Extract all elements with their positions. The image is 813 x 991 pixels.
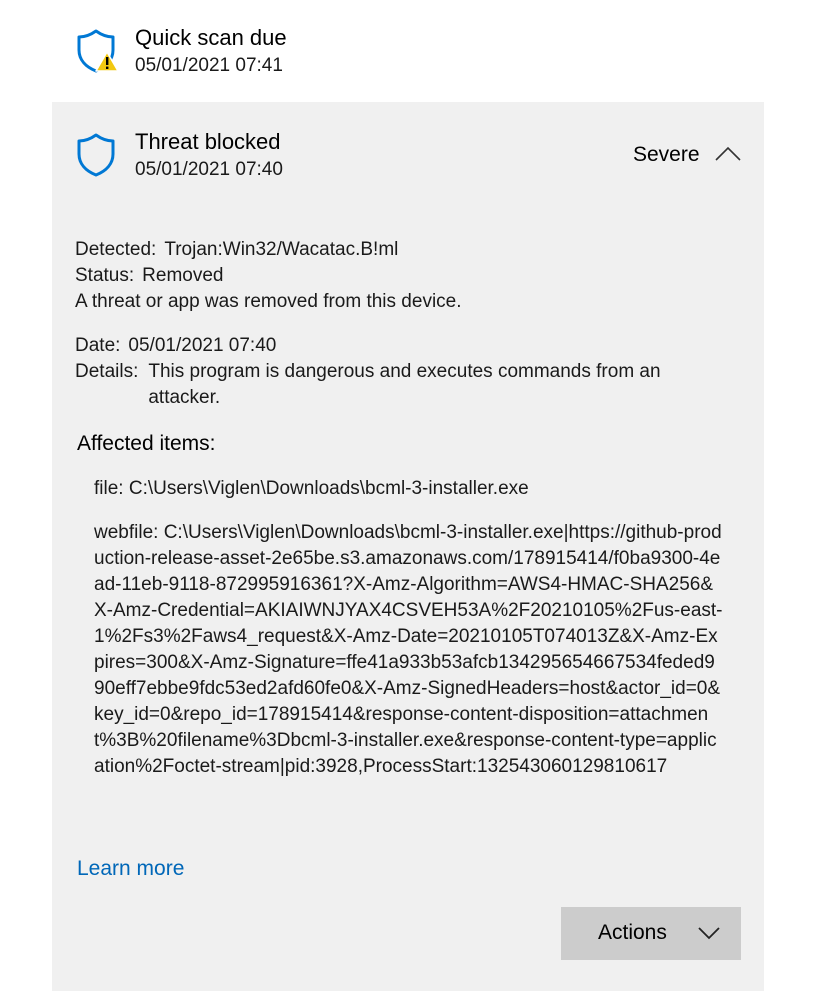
quick-scan-title: Quick scan due	[135, 25, 287, 50]
status-row	[75, 263, 223, 289]
detected-value: Trojan:Win32/Wacatac.B!ml	[164, 239, 399, 260]
affected-item: file: C:\Users\Viglen\Downloads\bcml-3-installer.exe	[94, 478, 529, 499]
details-row	[75, 359, 715, 411]
status-value: Removed	[142, 265, 224, 286]
details-value: This program is dangerous and executes commands from an attacker.	[148, 361, 661, 408]
status-message: A threat or app was removed from this device.	[75, 291, 462, 312]
date-value: 05/01/2021 07:40	[128, 335, 277, 356]
actions-button[interactable]	[561, 907, 741, 960]
severity-label: Severe	[633, 143, 700, 166]
threat-title: Threat blocked	[135, 129, 281, 154]
chevron-down-icon	[697, 923, 721, 943]
chevron-up-icon	[712, 140, 744, 168]
affected-items-list	[94, 476, 724, 798]
actions-label: Actions	[598, 921, 667, 944]
collapse-button[interactable]	[712, 140, 744, 168]
shield-warning-icon	[77, 28, 119, 74]
quick-scan-entry[interactable]	[52, 0, 764, 102]
affected-items-heading: Affected items:	[77, 432, 216, 455]
threat-panel	[52, 102, 764, 991]
threat-timestamp: 05/01/2021 07:40	[135, 159, 283, 180]
date-label: Date:	[75, 335, 121, 356]
detected-row	[75, 237, 398, 263]
details-label: Details:	[75, 361, 139, 382]
learn-more-link[interactable]: Learn more	[77, 857, 185, 880]
detected-label: Detected:	[75, 239, 157, 260]
affected-item: webfile: C:\Users\Viglen\Downloads\bcml-3-installer.exe|https://github-production-release-asset-2e65be.s3.amazonaws.com/178915414/f0ba9300-4ead-11eb-9118-872995916361?X-Amz-Algorithm=AWS4-HMAC-SHA256&X-Amz-Credential=AKIAIWNJYAX4CSVEH53A%2F20210105%2Fus-east-1%2Fs3%2Faws4_request&X-Amz-Date=20210105T074013Z&X-Amz-Expires=300&X-Amz-Signature=ffe41a933b53afcb134295654667534feded990eff7ebbe9fdc53ed2afd60fe0&X-Amz-SignedHeaders=host&actor_id=0&key_id=0&repo_id=178915414&response-content-disposition=attachment%3B%20filename%3Dbcml-3-installer.exe&response-content-type=application%2Foctet-stream|pid:3928,ProcessStart:132543060129810617	[94, 522, 723, 777]
status-label: Status:	[75, 265, 135, 286]
quick-scan-timestamp: 05/01/2021 07:41	[135, 55, 283, 76]
shield-icon	[77, 132, 119, 178]
date-row	[75, 333, 276, 359]
